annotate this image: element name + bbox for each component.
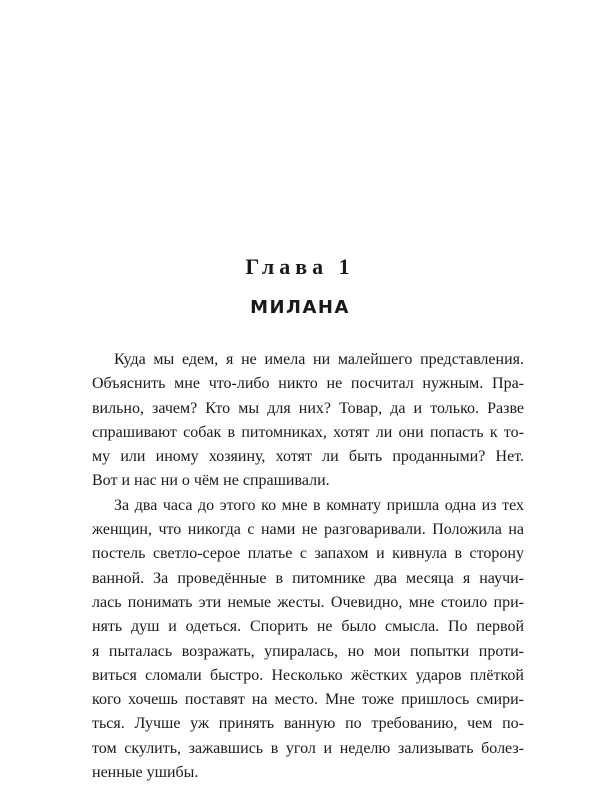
text-line: спрашивают собак в питомниках, хотят ли они попасть к то-	[92, 423, 524, 441]
text-line: лась понимать эти немые жесты. Очевидно, мне стоило при-	[92, 593, 524, 611]
body-text	[92, 348, 524, 785]
text-line: виться сломали быстро. Несколько жёстких ударов плёткой	[92, 666, 524, 684]
text-line: ванной. За проведённые в питомнике два месяца я научи-	[92, 569, 524, 587]
text-line: том скулить, зажавшись в угол и неделю зализывать болез-	[92, 739, 524, 757]
chapter-title: МИЛАНА	[250, 297, 350, 318]
paragraph	[92, 348, 524, 494]
text-line: му или иному хозяину, хотят ли быть проданными? Нет.	[92, 448, 524, 466]
text-line: Вот и нас ни о чём не спрашивали.	[92, 472, 330, 490]
text-line: вильно, зачем? Кто мы для них? Товар, да и только. Разве	[92, 399, 524, 417]
text-line: За два часа до этого ко мне в комнату пришла одна из тех	[114, 496, 524, 514]
chapter-heading: Глава 1	[245, 254, 355, 279]
text-line: кого хочешь поставят на место. Мне тоже пришлось смири-	[92, 691, 524, 709]
paragraph	[92, 494, 524, 785]
text-line: нять душ и одеться. Спорить не было смысла. По первой	[92, 618, 524, 636]
text-line: ненные ушибы.	[92, 764, 199, 782]
text-line: постель светло-серое платье с запахом и кивнула в сторону	[92, 545, 524, 563]
text-line: я пыталась возражать, упиралась, но мои попытки проти-	[92, 642, 524, 660]
text-line: Объяснить мне что-либо никто не посчитал нужным. Пра-	[92, 375, 524, 393]
text-line: ться. Лучше уж принять ванную по требованию, чем по-	[92, 715, 524, 733]
text-line: Куда мы едем, я не имела ни малейшего представления.	[114, 351, 524, 368]
text-line: женщин, что никогда с нами не разговаривали. Положила на	[92, 521, 524, 539]
